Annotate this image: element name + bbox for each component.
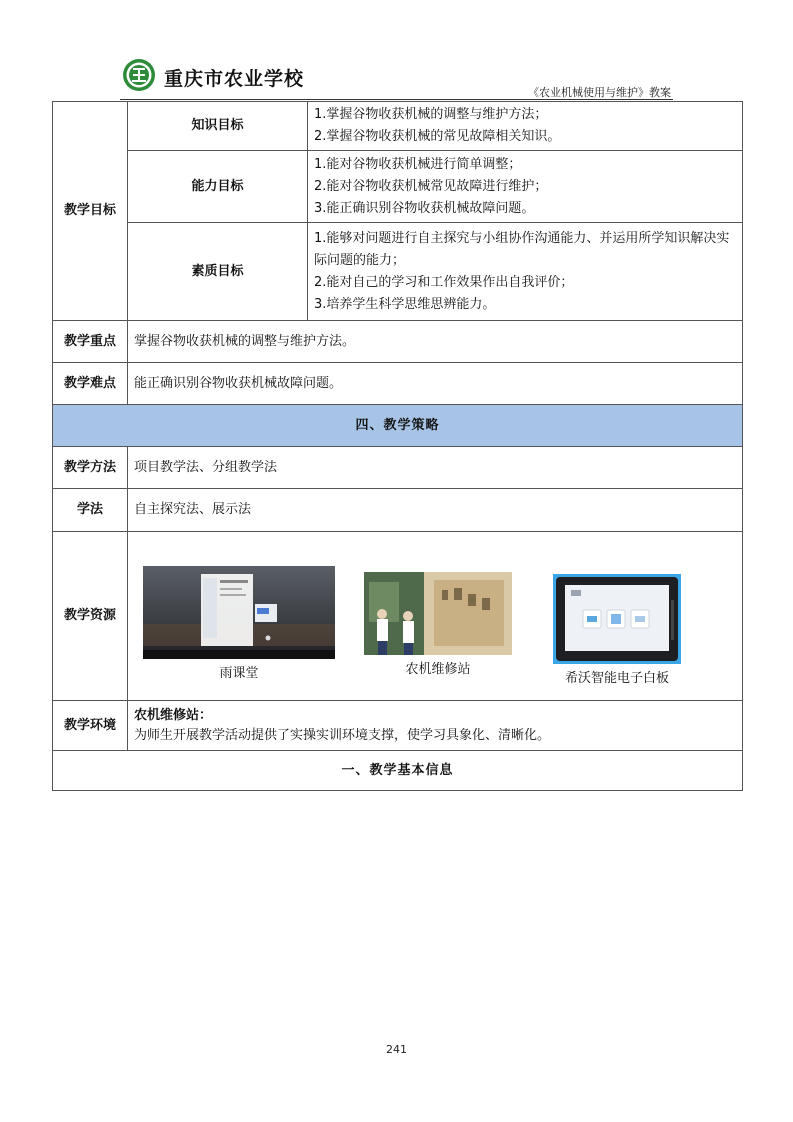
document-title: 《农业机械使用与维护》教案 <box>528 86 671 99</box>
difficulty-text: 能正确识别谷物收获机械故障问题。 <box>128 363 743 405</box>
learning-method-label: 学法 <box>53 489 128 532</box>
objective-line: 2.掌握谷物收获机械的常见故障相关知识。 <box>314 129 561 144</box>
school-name: 重庆市农业学校 <box>164 68 305 90</box>
objective-row-quality <box>53 223 743 321</box>
teaching-method-row <box>53 447 743 489</box>
objective-line: 1.掌握谷物收获机械的调整与维护方法； <box>314 107 548 122</box>
objectives-label: 教学目标 <box>53 102 128 321</box>
environment-title: 农机维修站： <box>134 707 213 723</box>
resource-caption: 雨课堂 <box>219 666 259 681</box>
environment-content <box>128 701 743 751</box>
teaching-method-label: 教学方法 <box>53 447 128 489</box>
ability-objective-content <box>308 151 743 223</box>
lesson-plan-table <box>52 101 743 791</box>
objective-row-ability <box>53 151 743 223</box>
strategy-heading: 四、教学策略 <box>53 405 743 447</box>
resources-content <box>128 532 743 701</box>
environment-text: 为师生开展教学活动提供了实操实训环境支撑，使学习具象化、清晰化。 <box>134 727 551 743</box>
resources-row <box>53 532 743 701</box>
objective-line: 1.能够对问题进行自主探究与小组协作沟通能力、并运用所学知识解决实际问题的能力； <box>314 230 730 268</box>
key-point-text: 掌握谷物收获机械的调整与维护方法。 <box>128 321 743 363</box>
environment-label: 教学环境 <box>53 701 128 751</box>
knowledge-objective-label: 知识目标 <box>128 102 308 151</box>
objective-line: 3.培养学生科学思维思辨能力。 <box>314 296 496 312</box>
resource-item <box>364 572 512 681</box>
resource-caption: 希沃智能电子白板 <box>564 671 669 686</box>
key-point-row <box>53 321 743 363</box>
resource-item <box>143 566 335 685</box>
page-header <box>120 56 673 100</box>
teaching-method-text: 项目教学法、分组教学法 <box>128 447 743 489</box>
ability-objective-label: 能力目标 <box>128 151 308 223</box>
resources-label: 教学资源 <box>53 532 128 701</box>
resource-item <box>553 574 681 690</box>
objective-line: 2.能对自己的学习和工作效果作出自我评价； <box>314 274 574 290</box>
basic-info-heading: 一、教学基本信息 <box>53 751 743 791</box>
repair-station-image <box>364 572 512 655</box>
difficulty-label: 教学难点 <box>53 363 128 405</box>
strategy-heading-row <box>53 405 743 447</box>
header-divider <box>120 99 673 100</box>
objective-line: 2.能对谷物收获机械常见故障进行维护； <box>314 178 548 194</box>
environment-row <box>53 701 743 751</box>
objective-row-knowledge <box>53 102 743 151</box>
quality-objective-label: 素质目标 <box>128 223 308 321</box>
knowledge-objective-content <box>308 102 743 151</box>
difficulty-row <box>53 363 743 405</box>
objective-line: 1.能对谷物收获机械进行简单调整； <box>314 156 522 172</box>
smart-whiteboard-image <box>553 574 681 664</box>
key-point-label: 教学重点 <box>53 321 128 363</box>
school-logo-icon <box>122 58 156 92</box>
basic-info-heading-row <box>53 751 743 791</box>
objective-line: 3.能正确识别谷物收获机械故障问题。 <box>314 200 535 216</box>
learning-method-text: 自主探究法、展示法 <box>128 489 743 532</box>
rain-classroom-image <box>143 566 335 659</box>
page-number: 241 <box>386 1043 407 1056</box>
learning-method-row <box>53 489 743 532</box>
quality-objective-content <box>308 223 743 321</box>
resource-caption: 农机维修站 <box>405 662 471 677</box>
